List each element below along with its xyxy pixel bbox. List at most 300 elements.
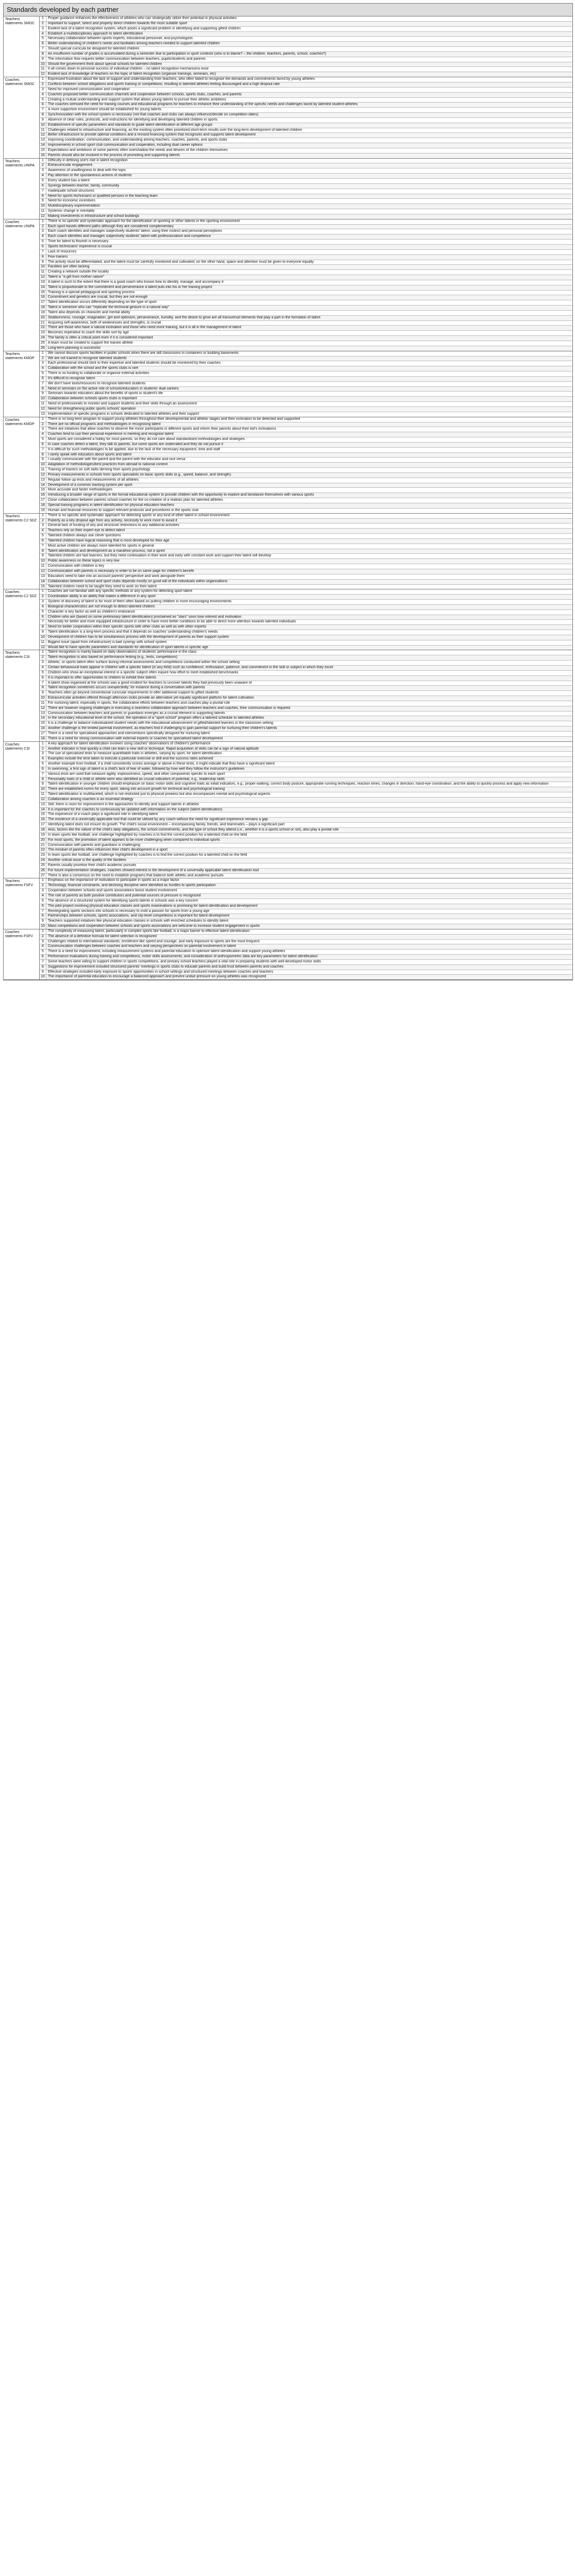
partner-group	[4, 417, 572, 514]
statement-text: There is no long-term program to support young athletes throughout their developmental and athletic stages and their inclination to be detected and supported	[48, 417, 300, 421]
row-number: 11	[40, 701, 46, 706]
statement-row	[40, 640, 572, 646]
row-number: 7	[40, 108, 46, 112]
statement-text: Public awareness on these topics is very low	[48, 559, 120, 563]
statement-row	[40, 326, 572, 331]
statement-text: Evident lack of knowledge of teachers on the topic of talent recognition (organize trainings, seminars, etc)	[48, 72, 216, 76]
statement-row	[40, 625, 572, 630]
group-rows	[40, 77, 572, 158]
row-number: 3	[40, 168, 46, 173]
partner-group	[4, 159, 572, 219]
statement-text: Performance evaluations during training and competitions, motor skills assessments, and consideration of anthropometric data are key parameters for talent identification	[48, 955, 318, 959]
row-number: 23	[40, 331, 46, 335]
row-number: 16	[40, 154, 46, 158]
statement-text: Becomes imperative to coach the skills sort by age	[48, 331, 129, 335]
group-rows	[40, 589, 572, 650]
statement-row	[40, 82, 572, 88]
row-number: 10	[40, 463, 46, 467]
statement-text: The experience of a coach plays a significant role in identifying talent	[48, 812, 158, 817]
row-number: 1	[40, 77, 46, 82]
row-number: 12	[40, 706, 46, 711]
row-number: 17	[40, 300, 46, 305]
row-number: 7	[40, 189, 46, 194]
statement-text: Technology, financial constraints, and declining discipline were identified as hurdles to sports participation	[48, 884, 216, 888]
statement-text: Commitment and genetics are crucial, but they are not enough	[48, 295, 148, 299]
statement-row	[40, 387, 572, 392]
row-number: 6	[40, 676, 46, 681]
statement-row	[40, 580, 572, 585]
row-number: 4	[40, 234, 46, 239]
statement-text: Regular follow up tests and measurements of all athletes	[48, 478, 139, 482]
row-number: 9	[40, 199, 46, 204]
row-number: 15	[40, 721, 46, 726]
statement-text: Biggest issue (apart from infrastructure) is bad synergy with school system	[48, 640, 167, 644]
statement-text: Multidisciplinary experimentation	[48, 204, 100, 208]
statement-text: Necessity for better and more equipped infrastructure in order to have more better conditions to be able to direct more attention towards talented individuals	[48, 620, 296, 624]
statement-text: There are however ongoing challenges in executing a seamless collaborative approach between teachers and coaches, their communication is required	[48, 706, 291, 710]
row-number: 12	[40, 473, 46, 478]
statement-row	[40, 650, 572, 655]
statement-row	[40, 853, 572, 858]
row-number: 16	[40, 818, 46, 822]
statement-text: We don't have tools/resources to recognise talented students	[48, 381, 146, 385]
statement-text: Talent also depends on character and mental ability	[48, 310, 130, 314]
statement-text: Training of trainers on soft skills deriving from sports psychology	[48, 468, 150, 472]
row-number: 9	[40, 691, 46, 696]
statement-text: Awareness of unwillingness to deal with the topic	[48, 168, 126, 173]
statement-row	[40, 199, 572, 204]
statement-text: Better infrastructure to provide optimal conditions and a revised financing system that recognizes and supports talent development	[48, 133, 256, 137]
statement-text: For future implementation strategies, coaches showed interest in the development of a universally applicable talent identification tool	[48, 868, 259, 872]
row-number: 4	[40, 432, 46, 437]
row-number: 10	[40, 559, 46, 564]
row-number: 15	[40, 585, 46, 589]
statement-row	[40, 691, 572, 696]
table-body	[4, 16, 572, 980]
statement-text: There are established norms for every sport, taking into account growth for technical and psychological training	[48, 787, 225, 791]
statement-text: Talent recognition is also based on performance testing (e.g., tests, competitions)	[48, 655, 178, 659]
row-number: 11	[40, 792, 46, 797]
table-title: Standards developed by each partner	[4, 4, 572, 16]
statement-text: Most active children are always more talented for sports in general	[48, 544, 154, 548]
statement-text: Communication between teachers and parents or guardians emerges as a crucial element in supporting talents	[48, 711, 225, 715]
statement-text: Emphasis on the importance of motivation to participate in sports as a major factor	[48, 878, 179, 883]
row-number: 12	[40, 72, 46, 77]
statement-row	[40, 336, 572, 341]
partner-group	[4, 650, 572, 741]
statement-text: The absence of a structured system for identifying sports talents in schools was a key concern	[48, 899, 198, 903]
statement-row	[40, 432, 572, 437]
statement-row	[40, 660, 572, 666]
row-number: 18	[40, 737, 46, 741]
statement-text: Better understanding of children's needs and facilitates among teachers needed to support talented children	[48, 42, 220, 46]
group-label: Teachers statements CSI	[4, 650, 40, 741]
statement-row	[40, 924, 572, 929]
statement-text: Pay attention to the spontaneous actions of students	[48, 174, 132, 178]
statement-text: Another indicator is how quickly a child can learn a new skill or technique. Rapid acquisition of skills can be a sign of natural aptitude	[48, 747, 259, 751]
statement-row	[40, 767, 572, 772]
statement-text: Extracurricular activities offered through afternoon clubs provide an alternative yet equally significant platform for talent cultivation	[48, 696, 254, 700]
group-label: Teachers statements FSFV	[4, 878, 40, 928]
row-number: 6	[40, 245, 46, 249]
statement-row	[40, 812, 572, 818]
row-number: 12	[40, 275, 46, 280]
row-number: 4	[40, 894, 46, 899]
statement-row	[40, 838, 572, 843]
statement-text: Need for improved communication and cooperation	[48, 87, 130, 91]
statement-row	[40, 615, 572, 620]
statement-text: Talented children need to be taught they need to work on their talent	[48, 584, 157, 588]
statement-row	[40, 726, 572, 732]
statement-row	[40, 123, 572, 128]
statement-text: Systemic change in mentality	[48, 209, 95, 213]
row-number: 5	[40, 179, 46, 183]
statement-row	[40, 787, 572, 792]
statement-row	[40, 57, 572, 62]
row-number: 13	[40, 412, 46, 417]
row-number: 2	[40, 357, 46, 361]
row-number: 8	[40, 686, 46, 690]
statement-text: Collaboration between school and sport clubs depends mostly on good will of the individuals within organisations	[48, 579, 228, 583]
statement-row	[40, 16, 572, 22]
statement-text: Parents usually prioritise their child's academic pursuits	[48, 863, 137, 867]
statement-row	[40, 960, 572, 965]
statement-text: Few trainers	[48, 255, 68, 259]
statement-text: The mindset of parents often influences their child's development in a sport	[48, 848, 168, 852]
statement-row	[40, 498, 572, 503]
statement-text: A key approach for talent identification involves using coaches' observations of children's performance	[48, 741, 211, 745]
statement-row	[40, 148, 572, 154]
statement-row	[40, 772, 572, 777]
row-number: 10	[40, 62, 46, 67]
statement-row	[40, 858, 572, 863]
statement-text: Talent is someone who can "replicate the technical gesture in a natural way"	[48, 306, 170, 310]
statement-row	[40, 407, 572, 412]
row-number: 15	[40, 812, 46, 817]
row-number: 13	[40, 138, 46, 143]
statement-text: A team must be created to support the trainee athlete	[48, 341, 133, 345]
statement-row	[40, 265, 572, 270]
statement-row	[40, 589, 572, 595]
statement-row	[40, 397, 572, 402]
statement-row	[40, 179, 572, 184]
row-number: 24	[40, 858, 46, 863]
row-number: 8	[40, 965, 46, 970]
group-rows	[40, 650, 572, 741]
group-label: Coaches statements C2 SDZ	[4, 589, 40, 650]
statement-row	[40, 443, 572, 448]
statement-text: Expectations and ambitions of some parents often overshadow the needs and desires of the children themselves	[48, 148, 228, 152]
statement-row	[40, 366, 572, 371]
statement-row	[40, 402, 572, 407]
statement-text: Improvements in school sport club communication and cooperation, including dual career options	[48, 143, 203, 147]
row-number: 4	[40, 529, 46, 533]
row-number: 1	[40, 417, 46, 422]
row-number: 21	[40, 843, 46, 848]
statement-row	[40, 752, 572, 757]
group-label: Teachers statements C2 SDZ	[4, 514, 40, 589]
statement-row	[40, 168, 572, 174]
statement-row	[40, 27, 572, 32]
statement-row	[40, 245, 572, 250]
row-number: 1	[40, 16, 46, 21]
row-number: 4	[40, 32, 46, 37]
statement-row	[40, 189, 572, 194]
statement-row	[40, 159, 572, 164]
statement-row	[40, 544, 572, 549]
row-number: 7	[40, 250, 46, 255]
statement-text: In swimming, a first sign of talent is a child's lack of fear of water, followed by how well they follow the instructor's guidelines	[48, 767, 245, 771]
statement-text: Teachers rely on their expert eye to detect talent	[48, 529, 125, 533]
statement-text: Expressed frustration about the lack of support and understanding from teachers, who often failed to recognize the demands and commitments faced by young athletes	[48, 77, 315, 81]
row-number: 2	[40, 519, 46, 523]
row-number: 5	[40, 671, 46, 675]
row-number: 1	[40, 742, 46, 747]
statement-text: Inadequate school structures	[48, 189, 94, 193]
statement-text: Children who show an exceptional interest in a specific subject often inquire how effort to meet established benchmarks	[48, 670, 239, 674]
statement-row	[40, 209, 572, 214]
statement-text: Another example from football, if a child consistently scores average or above in these tests, it might indicate that they have a significant talent	[48, 762, 275, 766]
statement-text: Implementation of specific programs in schools dedicated to talented athletes and their support	[48, 412, 199, 416]
statement-text: Creating a network outside the locality	[48, 270, 109, 274]
statement-text: Every student has a talent	[48, 179, 90, 182]
row-number: 6	[40, 443, 46, 447]
statement-row	[40, 747, 572, 752]
statement-text: Extracurricular engagement	[48, 163, 92, 167]
statement-row	[40, 792, 572, 798]
statement-row	[40, 174, 572, 179]
row-number: 4	[40, 174, 46, 178]
statement-text: It is a challenge to balance individualized student needs with the educational advancement of gifted/talented learners in the classroom setting	[48, 721, 273, 725]
statement-text: Teachers often go beyond conventional curricular requirements to offer additional support to gifted students	[48, 691, 219, 695]
statement-row	[40, 970, 572, 975]
statement-row	[40, 37, 572, 42]
row-number: 2	[40, 163, 46, 168]
statement-row	[40, 935, 572, 940]
group-label: Coaches statements SMOC	[4, 77, 40, 158]
statement-text: I rarely speak with educators about sports and talent	[48, 452, 132, 456]
statement-row	[40, 163, 572, 168]
partner-group	[4, 929, 572, 980]
statement-row	[40, 823, 572, 828]
row-number: 2	[40, 595, 46, 599]
statement-text: The use of specialised tests to measure quantifiable traits in athletes, varying by sport, for talent identification	[48, 752, 222, 756]
statement-text: Introducing a broader range of sports in the formal educational system to provide children with the opportunity to explore and familiarize themselves with various sports	[48, 493, 314, 497]
partner-group	[4, 16, 572, 77]
statement-text: Sports technicians' experience is crucial	[48, 244, 112, 248]
statement-row	[40, 762, 572, 767]
statement-text: Partnerships between schools, sports associations, and city-level competitions is important for talent development	[48, 914, 230, 918]
group-rows	[40, 514, 572, 589]
statement-text: Teachers supported initiatives like physical education classes in schools with enriched schedules to identify talent	[48, 919, 229, 923]
row-number: 15	[40, 488, 46, 493]
row-number: 3	[40, 940, 46, 944]
statement-text: Coaches proposed better communication channels and cooperation between schools, sports clubs, coaches, and parents	[48, 92, 242, 96]
statement-text: There are those who have a natural inclination and those who need more training, but it is all in the management of talent	[48, 326, 242, 330]
row-number: 26	[40, 346, 46, 351]
statement-row	[40, 412, 572, 417]
row-number: 13	[40, 803, 46, 807]
row-number: 17	[40, 732, 46, 736]
row-number: 14	[40, 716, 46, 721]
row-number: 3	[40, 523, 46, 528]
statement-row	[40, 574, 572, 580]
row-number: 3	[40, 27, 46, 31]
row-number: 3	[40, 889, 46, 893]
statement-text: Biological characteristics are not enough to detect talented children	[48, 604, 155, 608]
statement-row	[40, 463, 572, 468]
statement-row	[40, 737, 572, 741]
row-number: 9	[40, 970, 46, 975]
row-number: 5	[40, 437, 46, 442]
group-label: Coaches statements KMOP	[4, 417, 40, 513]
row-number: 14	[40, 483, 46, 488]
statement-text: Talent is proportionate to the commitment and perseverance a talent puts into his or her training project	[48, 285, 212, 289]
statement-row	[40, 427, 572, 432]
group-rows	[40, 929, 572, 979]
statement-text: Close collaboration between parents school coaches for the co-creation of a realistic plan for talented athletes	[48, 498, 223, 502]
statement-text: Athletic, or sports talent often surface during informal assessments and competitions conducted within the school setting	[48, 660, 240, 665]
statement-text: Each professional should stick to their expertise and talented students should be monitored by their coaches	[48, 361, 221, 365]
statement-row	[40, 295, 572, 300]
row-number: 4	[40, 757, 46, 761]
partner-group	[4, 351, 572, 417]
row-number: 8	[40, 387, 46, 392]
statement-text: More accurate and faster methodologies	[48, 488, 113, 492]
statement-row	[40, 204, 572, 209]
partner-group	[4, 77, 572, 159]
row-number: 6	[40, 184, 46, 189]
statement-row	[40, 275, 572, 280]
statement-text: It's difficult to recognise talent	[48, 376, 95, 380]
statement-row	[40, 316, 572, 321]
statement-row	[40, 98, 572, 103]
row-number: 11	[40, 564, 46, 569]
statement-text: We cannot discuss sports facilities in public schools when there are still classrooms in containers or building basements	[48, 351, 239, 355]
row-number: 9	[40, 630, 46, 635]
statement-row	[40, 534, 572, 539]
row-number: 7	[40, 681, 46, 686]
statement-row	[40, 291, 572, 296]
statement-row	[40, 975, 572, 979]
row-number: 5	[40, 950, 46, 954]
row-number: 9	[40, 57, 46, 62]
statement-row	[40, 306, 572, 311]
row-number: 3	[40, 660, 46, 665]
row-number: 19	[40, 833, 46, 838]
statement-text: Collaboration with the school and the sports clubs is rare	[48, 366, 139, 370]
statement-text: Facilities are often lacking	[48, 265, 90, 269]
row-number: 1	[40, 351, 46, 356]
statement-text: Reintegrating sports sections into schools is necessary to instil a passion for sports from a young age	[48, 909, 210, 913]
statement-text: It all comes down to personal success of individual children – no talent recognition mechanisms exist	[48, 67, 209, 71]
statement-row	[40, 214, 572, 219]
row-number: 2	[40, 935, 46, 939]
statement-row	[40, 184, 572, 189]
row-number: 11	[40, 640, 46, 645]
statement-row	[40, 457, 572, 463]
statement-row	[40, 686, 572, 691]
row-number: 5	[40, 534, 46, 538]
statement-row	[40, 341, 572, 346]
statement-text: Coaches are not familiar with any specific methods or any system for detecting sport talent	[48, 589, 193, 594]
statement-row	[40, 878, 572, 884]
statement-text: Seminars towards educators about the benefits of sports in student's life	[48, 392, 163, 396]
statement-text: The pilot project involving physical education classes and sports examinations is promising for talent identification and development	[48, 904, 258, 908]
statement-text: Talent recognition sometimes occurs unexpectedly; for instance during a conversation with parents	[48, 686, 206, 690]
row-number: 5	[40, 37, 46, 41]
statement-text: Talented children always ask clever questions	[48, 534, 121, 538]
statement-row	[40, 757, 572, 762]
row-number: 6	[40, 615, 46, 620]
statement-text: Conflicts between school obligations and sports training or competitions, resulting in talented athletes feeling discouraged and a high dropout rate	[48, 82, 280, 86]
row-number: 9	[40, 457, 46, 462]
row-number: 22	[40, 848, 46, 853]
statement-row	[40, 32, 572, 37]
row-number: 9	[40, 118, 46, 123]
row-number: 1	[40, 159, 46, 163]
statement-row	[40, 732, 572, 737]
statement-text: Time for talent to flourish is necessary	[48, 240, 109, 244]
statement-text: Adaptation of methodologies/best practices from abroad to national context	[48, 463, 168, 467]
statement-text: Should special curricula be designed for talented children	[48, 47, 140, 51]
statement-text: General lack of funding of any and structural restrictions to any additional activities	[48, 523, 179, 528]
statement-row	[40, 808, 572, 813]
group-rows	[40, 878, 572, 928]
row-number: 7	[40, 544, 46, 549]
statement-text: The coaches stressed the need for training courses and educational programs for teachers to enhance their understanding of the specific needs and challenges faced by talented student-athletes	[48, 103, 358, 107]
statement-text: Establishment of specific parameters and standards to guide talent identification at different age groups	[48, 123, 213, 127]
statement-row	[40, 929, 572, 935]
statement-row	[40, 630, 572, 635]
statement-text: Challenges related to international standards, enrollment like speed and courage, and early exposure to sports are the most frequent	[48, 939, 260, 943]
row-number: 4	[40, 93, 46, 97]
statement-text: Educators need to take into an account parents' perspective and work alongside them	[48, 574, 185, 578]
statement-row	[40, 448, 572, 453]
statement-text: The importance of parental education to encourage a balanced approach and prevent undue pressure on young athletes was recognized	[48, 975, 266, 979]
statement-row	[40, 72, 572, 77]
row-number: 8	[40, 113, 46, 117]
statement-row	[40, 371, 572, 377]
statement-text: There is no funding to collaborate or organise external activities	[48, 371, 149, 376]
row-number: 15	[40, 148, 46, 153]
row-number: 10	[40, 397, 46, 401]
statement-text: Should the government think about special schools for talented children	[48, 62, 162, 66]
statement-text: Difficulty in defining one's role in talent recognition	[48, 158, 128, 162]
statement-row	[40, 828, 572, 833]
statement-text: The complexity of measuring talent, particularly in complex sports like football, is a major barrier to effective talent identification	[48, 929, 250, 933]
group-rows	[40, 219, 572, 351]
statement-text: I usually communicate with the parent and the parent with the educator and vice versa	[48, 457, 185, 462]
statement-row	[40, 655, 572, 660]
statement-row	[40, 919, 572, 924]
group-rows	[40, 417, 572, 513]
group-rows	[40, 742, 572, 878]
row-number: 5	[40, 610, 46, 615]
statement-row	[40, 716, 572, 721]
statement-text: Various tests are used that measure agility, explosiveness, speed, and other components specific to each sport	[48, 772, 225, 776]
row-number: 5	[40, 371, 46, 376]
statement-row	[40, 777, 572, 783]
statement-row	[40, 357, 572, 362]
row-number: 9	[40, 782, 46, 787]
row-number: 14	[40, 808, 46, 812]
row-number: 2	[40, 747, 46, 752]
statement-row	[40, 706, 572, 711]
statement-text: For most sports, the promotion of talent appears to be more challenging when compared to individual sports	[48, 838, 220, 842]
statement-text: Creating a mutual understanding and support system that allows young talents to pursue their athletic ambitions	[48, 97, 226, 101]
statement-row	[40, 300, 572, 306]
